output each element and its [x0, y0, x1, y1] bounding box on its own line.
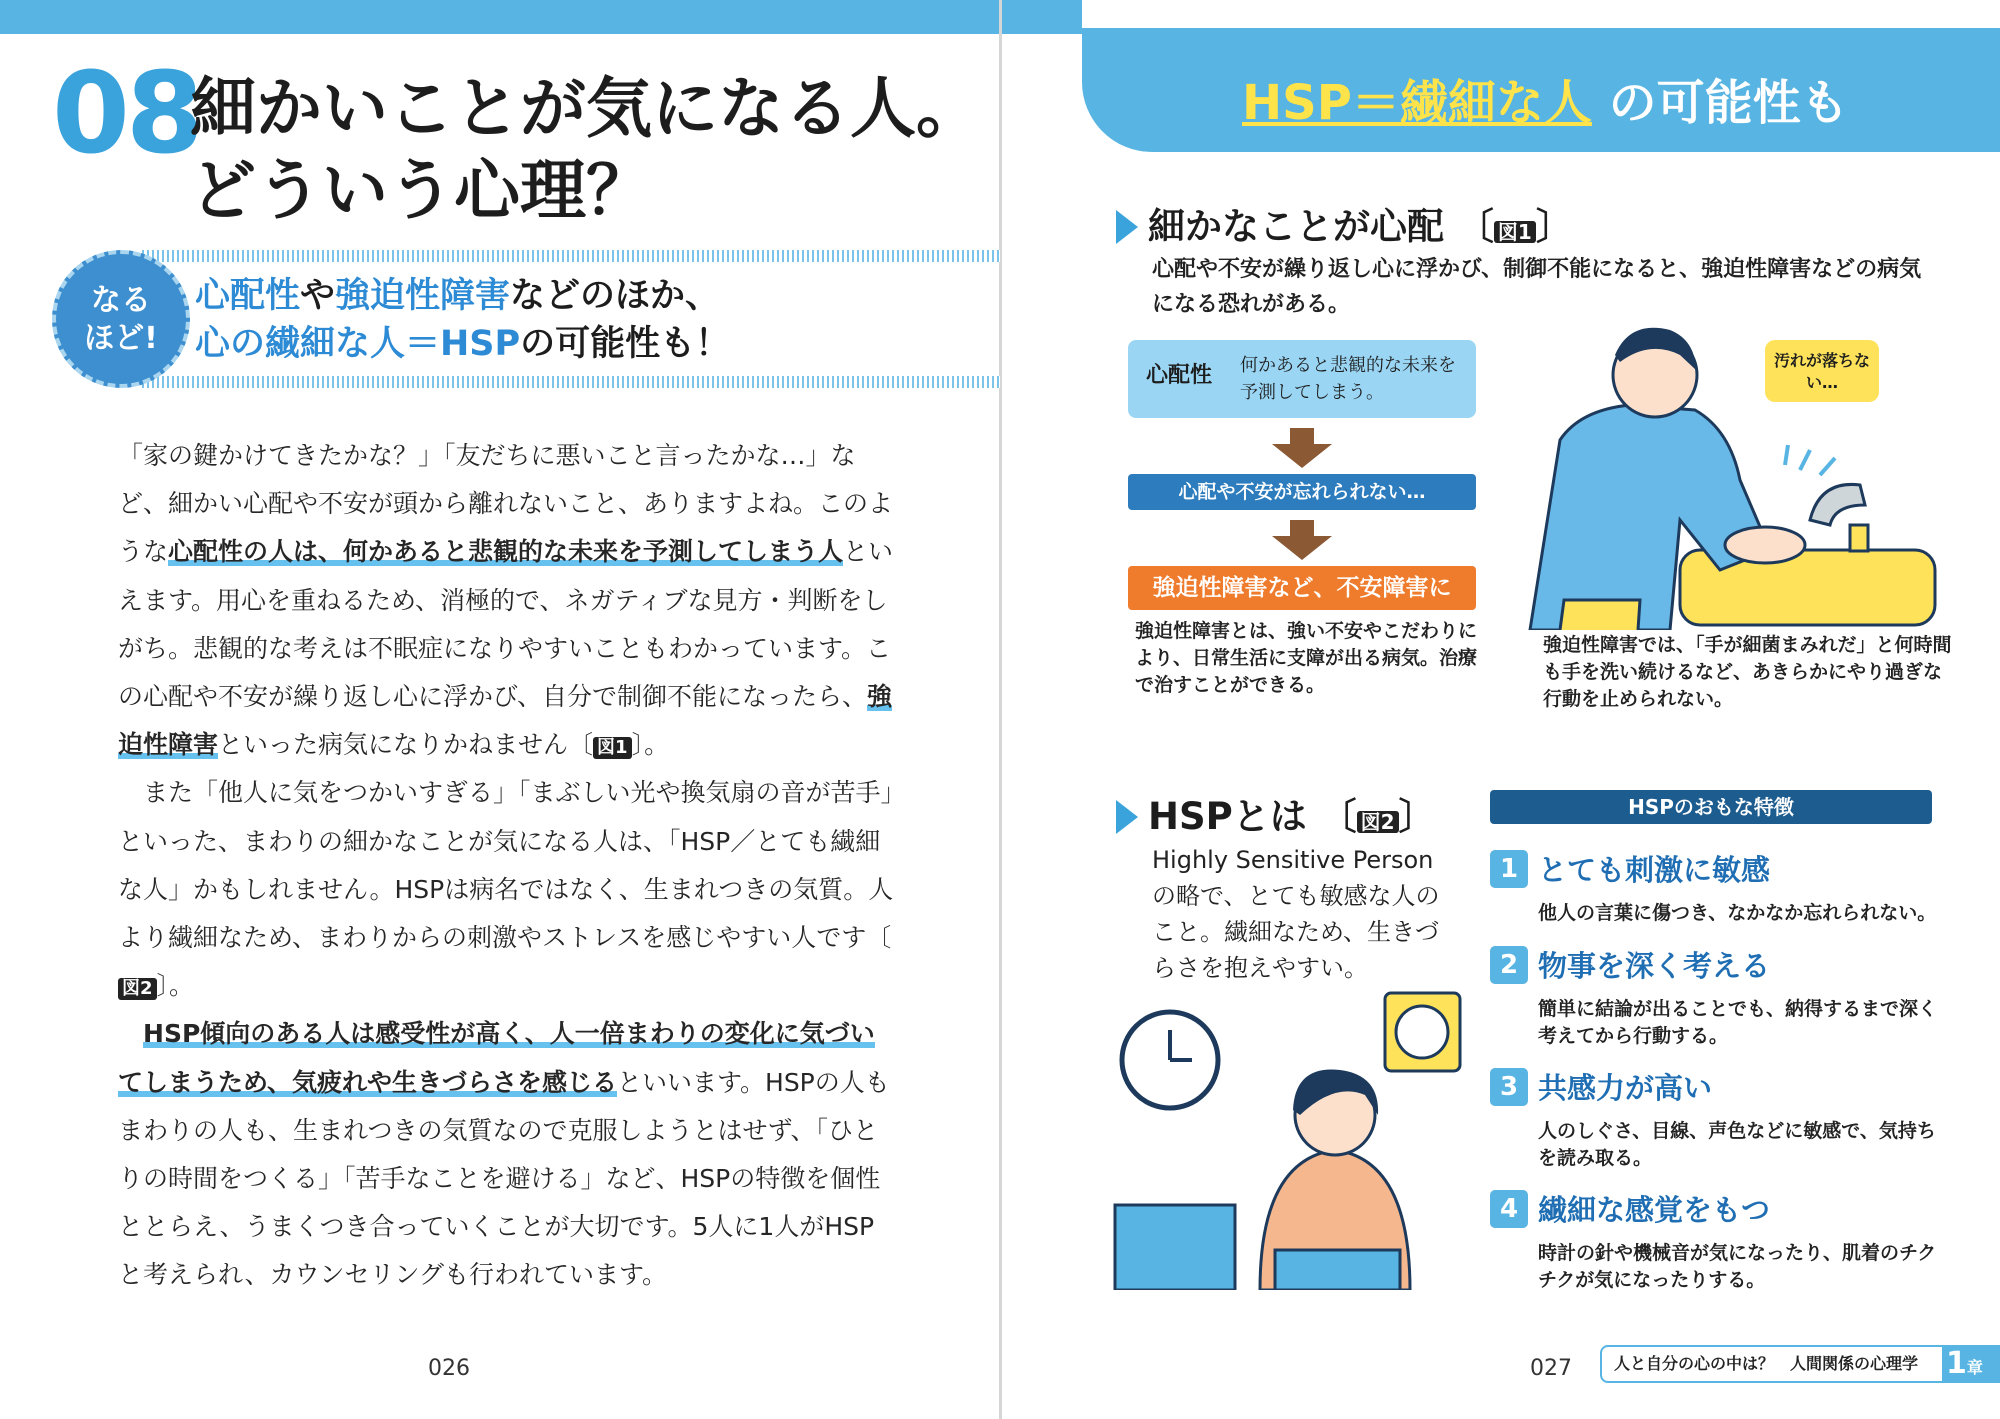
feature-number: 4 — [1490, 1190, 1528, 1228]
flow-box-worry — [1128, 340, 1476, 418]
lead-kw-3: 心の繊細な人＝HSP — [195, 324, 521, 364]
paragraph-3 — [118, 1010, 898, 1299]
top-bar-left — [0, 0, 1000, 34]
text-run: 〕。 — [631, 730, 670, 760]
down-arrow-icon — [1272, 520, 1332, 560]
naruhodo-badge — [52, 250, 190, 388]
triangle-icon — [1116, 800, 1138, 834]
top-bar-right-gap — [1082, 0, 2000, 28]
down-arrow-icon — [1272, 428, 1332, 468]
note-handwashing: 強迫性障害では、「手が細菌まみれだ」と何時間も手を洗い続けるなど、あきらかにやり過ぎな行動を止められない。 — [1543, 634, 1952, 710]
title-line-2: どういう心理？ — [190, 152, 652, 229]
page-gutter — [999, 0, 1002, 1419]
banner-text: の可能性も — [1608, 75, 1849, 131]
lead-text-1: や — [300, 276, 336, 316]
lead-kw-2: 強迫性障害 — [335, 276, 511, 316]
paragraph-1 — [118, 432, 898, 769]
feature-title: 物事を深く考える — [1538, 949, 1771, 983]
lead-text-2: などのほか、 — [510, 276, 721, 316]
lead-text-3: の可能性も！ — [520, 324, 731, 364]
hsp-definition: Highly Sensitive Personの略で、とても敏感な人のこと。繊細なため、生きづらさを抱えやすい。 — [1152, 846, 1440, 982]
feature-number: 1 — [1490, 850, 1528, 888]
feature-desc: 人のしぐさ、目線、声色などに敏感で、気持ちを読み取る。 — [1538, 1120, 1936, 1169]
section-1-intro: 心配や不安が繰り返し心に浮かび、制御不能になると、強迫性障害などの病気になる恐れがある。 — [1152, 257, 1922, 317]
feature-desc: 他人の言葉に傷つき、なかなか忘れられない。 — [1538, 902, 1937, 924]
naruhodo-line-2: ほど! — [84, 321, 158, 356]
chapter-badge-number: 1 — [1946, 1346, 1967, 1381]
text-run: 〕。 — [156, 971, 195, 1001]
chapter-footer-tag: 人と自分の心の中は？ 人間関係の心理学 — [1600, 1345, 1952, 1383]
section-title-1: 細かなことが心配 — [1148, 205, 1444, 248]
title-line-1: 細かいことが気になる人。 — [190, 70, 982, 147]
text-run: 「家の鍵かけてきたかな？」「友だちに悪いこと言ったかな…」など、細かい心配や不安が頭から離れないこと、ありますよね。このような — [118, 441, 894, 567]
text-run: といった病気になりかねません〔 — [218, 730, 594, 760]
page-title — [190, 68, 982, 232]
figure-ref-2: 図2 — [118, 978, 157, 1000]
features-heading: HSPのおもな特徴 — [1490, 790, 1932, 824]
highlight-run: HSP傾向のある人は感受性が高く、人一倍まわりの変化に気づいてしまうため、気疲れや生きづらさを感じる — [118, 1019, 875, 1097]
hatch-bottom — [142, 376, 1000, 388]
feature-number: 2 — [1490, 946, 1528, 984]
feature-number: 3 — [1490, 1068, 1528, 1106]
highlight-run: 強迫性障害 — [118, 682, 893, 760]
lead-text — [195, 272, 730, 368]
highlight-run: 心配性の人は、何かあると悲観的な未来を予測してしまう人 — [168, 537, 844, 567]
page-number-right: 027 — [1530, 1356, 1572, 1381]
feature-title: 共感力が高い — [1538, 1071, 1713, 1105]
lead-kw-1: 心配性 — [195, 276, 301, 316]
figure-label-2: 図2 — [1357, 811, 1399, 833]
body-text — [118, 432, 898, 1300]
hatch-top — [142, 250, 1000, 262]
chapter-badge — [1942, 1345, 2000, 1383]
sensitive-person-illustration — [1110, 990, 1470, 1290]
feature-title: 繊細な感覚をもつ — [1538, 1193, 1771, 1227]
paragraph-2 — [118, 769, 898, 1010]
chapter-badge-suffix: 章 — [1966, 1358, 1983, 1377]
banner-highlight: HSP＝繊細な人 — [1242, 75, 1592, 131]
flow-step-bar: 心配や不安が忘れられない… — [1128, 474, 1476, 510]
section-title-2: HSPとは — [1148, 795, 1307, 838]
figure-label-1: 図1 — [1494, 221, 1536, 243]
text-run: また「他人に気をつかいすぎる」「まぶしい光や換気扇の音が苦手」といった、まわりの細かなことが気になる人は、「HSP／とても繊細な人」かもしれません。HSPは病名ではなく、生まれつきの気質。人より繊細なため、まわりからの刺激やストレスを感じやすい人です〔 — [118, 778, 894, 953]
feature-desc: 時計の針や機械音が気になったり、肌着のチクチクが気になったりする。 — [1538, 1242, 1937, 1291]
figure-ref-1: 図1 — [593, 737, 632, 759]
feature-title: とても刺激に敏感 — [1538, 853, 1771, 887]
note-ocd: 強迫性障害とは、強い不安やこだわりにより、日常生活に支障が出る病気。治療で治すことができる。 — [1135, 620, 1478, 696]
feature-desc: 簡単に結論が出ることでも、納得するまで深く考えてから行動する。 — [1538, 998, 1938, 1047]
speech-bubble: 汚れが落ちない… — [1765, 340, 1879, 402]
section-number: 08 — [52, 49, 200, 179]
text-run: といいます。HSPの人もまわりの人も、生まれつきの気質なので克服しようとはせず、「ひとりの時間をつくる」「苦手なことを避ける」など、HSPの特徴を個性ととらえ、うまくつき合っていくことが大切です。5人に1人がHSPと考えられ、カウンセリングも行われています。 — [118, 1067, 890, 1290]
banner-title — [1242, 64, 1849, 133]
triangle-icon — [1116, 210, 1138, 244]
flow-desc: 何かあると悲観的な未来を予測してしまう。 — [1240, 355, 1456, 403]
section-heading-1: 細かなことが心配 〔 図1 〕 — [1116, 196, 1573, 250]
flow-key: 心配性 — [1146, 363, 1213, 388]
flow-result-bar: 強迫性障害など、不安障害に — [1128, 566, 1476, 610]
section-heading-2: HSPとは 〔 図2 〕 — [1116, 786, 1436, 840]
page-number-left: 026 — [428, 1356, 470, 1381]
naruhodo-line-1: なる — [91, 283, 151, 318]
text-run: といえます。用心を重ねるため、消極的で、ネガティブな見方・判断をしがち。悲観的な考えは不眠症になりやすいこともわかっています。この心配や不安が繰り返し心に浮かび、自分で制御不能になったら、 — [118, 537, 894, 712]
